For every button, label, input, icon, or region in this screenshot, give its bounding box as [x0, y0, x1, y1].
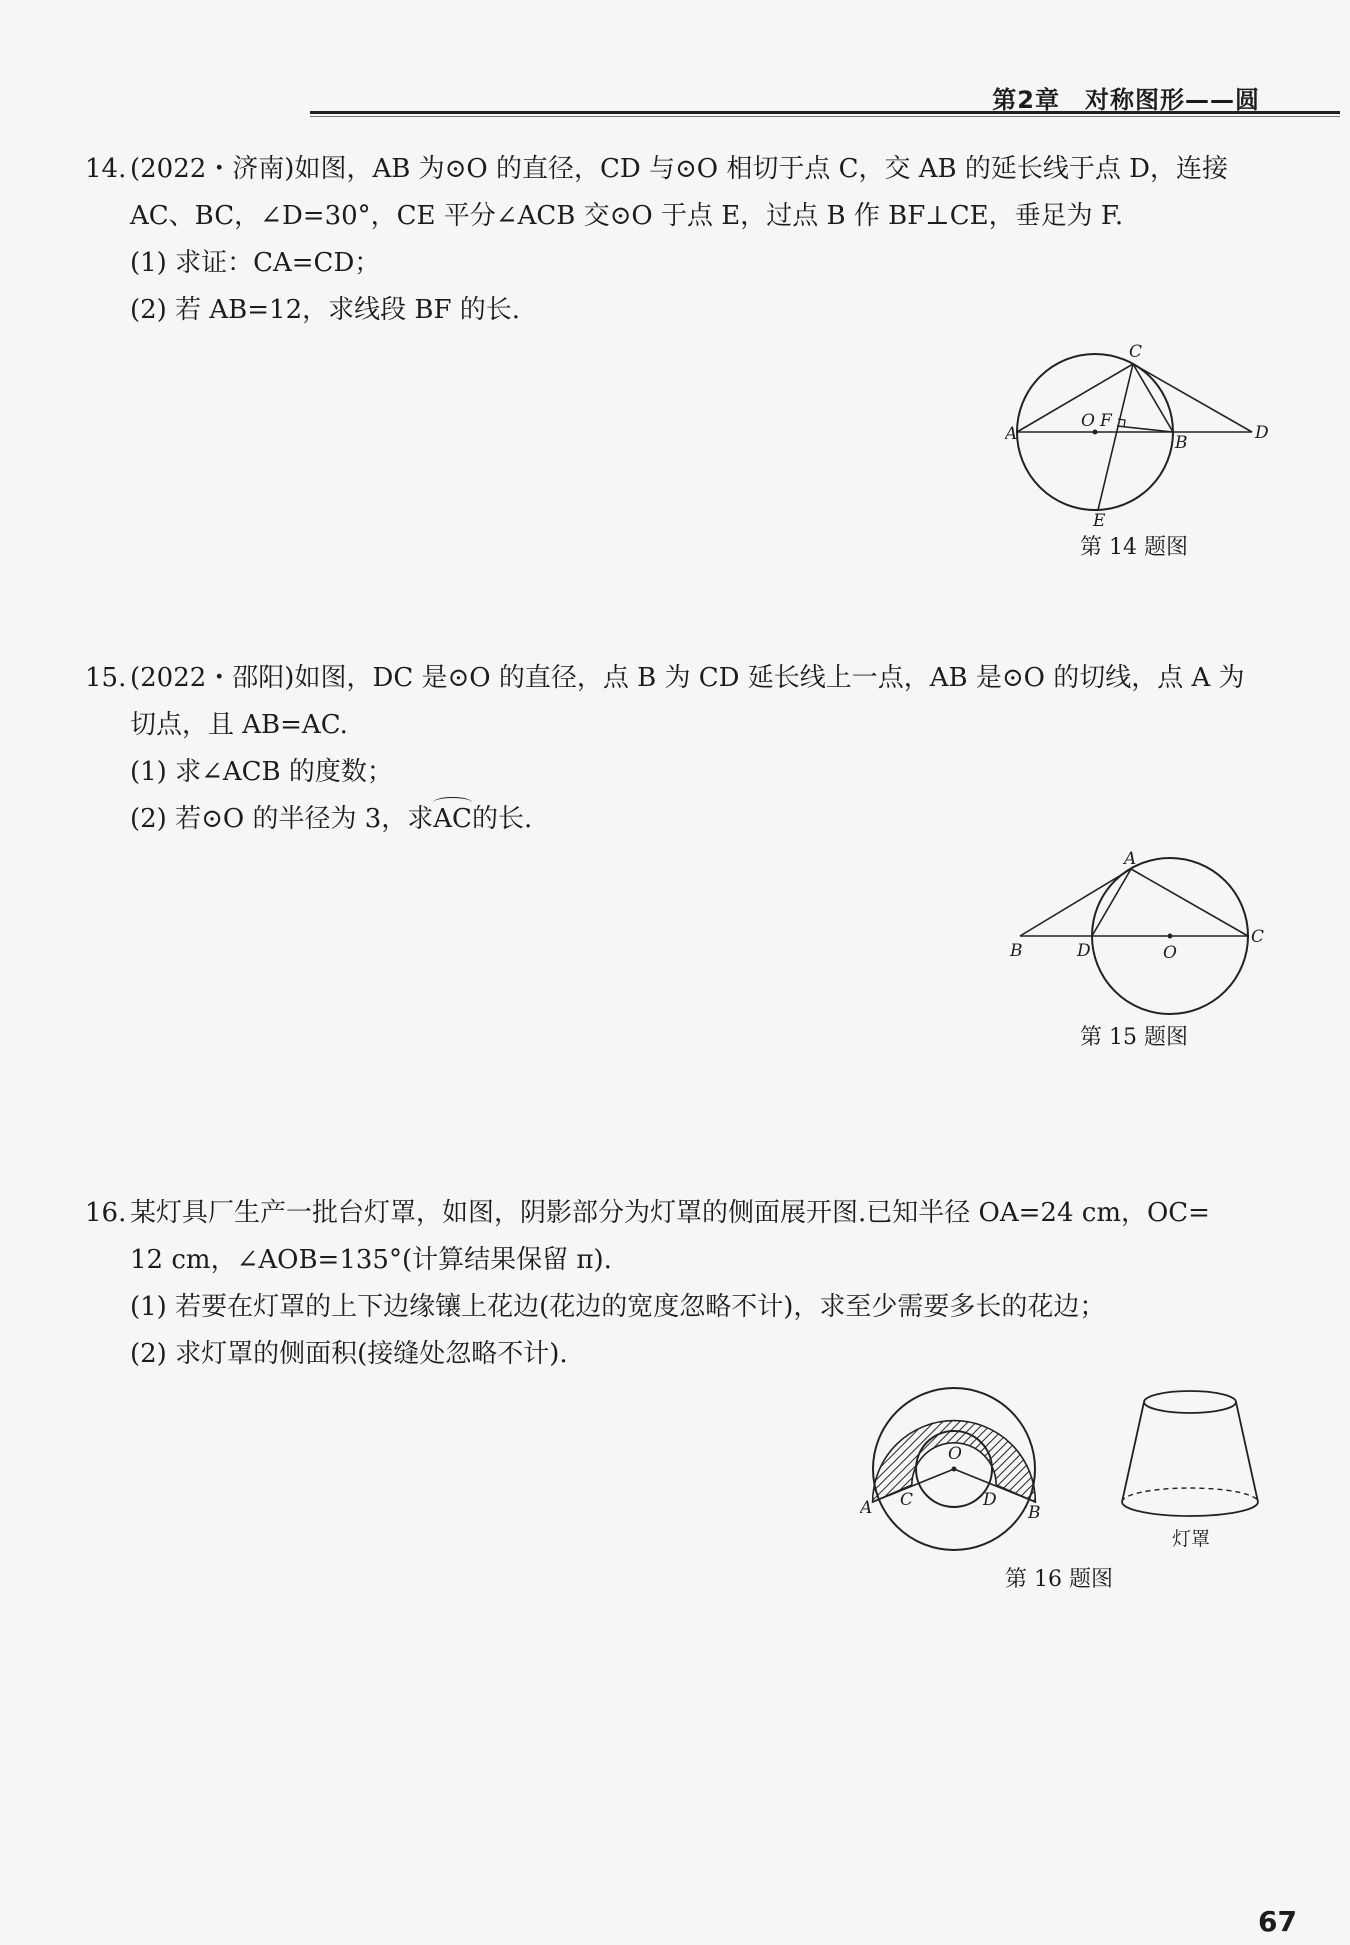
line-ba	[1020, 869, 1131, 936]
header-rule	[310, 111, 1340, 114]
problem-15-stem	[85, 655, 1265, 702]
part-2	[85, 796, 1265, 843]
label-a: A	[1124, 850, 1137, 869]
label-b: B	[1175, 433, 1188, 453]
stem-line-1: 某灯具厂生产一批台灯罩，如图，阴影部分为灯罩的侧面展开图.已知半径 OA=24 cm，OC=	[130, 1198, 1210, 1228]
label-b: B	[1028, 1503, 1041, 1523]
part-2-suffix: 的长.	[471, 804, 533, 834]
label-o: O	[948, 1444, 962, 1464]
label-c: C	[900, 1490, 914, 1510]
stem-line-2: 12 cm，∠AOB=135°(计算结果保留 π).	[130, 1245, 612, 1275]
line-ac	[1017, 364, 1133, 432]
problem-source: (2022・邵阳)	[130, 663, 295, 693]
problem-16	[85, 1190, 1265, 1378]
label-d: D	[983, 1490, 997, 1510]
problem-14	[85, 146, 1265, 334]
figure-16-caption: 第 16 题图	[1005, 1567, 1113, 1592]
line-bf	[1117, 426, 1173, 432]
lampshade-label: 灯罩	[1172, 1528, 1211, 1550]
page-number: 67	[1258, 1905, 1297, 1938]
part-2: (2) 求灯罩的侧面积(接缝处忽略不计).	[130, 1339, 568, 1369]
part-2: (2) 若 AB=12，求线段 BF 的长.	[130, 295, 521, 325]
line-ad	[1092, 869, 1131, 936]
line-ac	[1131, 869, 1248, 936]
label-a: A	[1005, 424, 1018, 444]
lampshade-right-side	[1236, 1402, 1258, 1502]
label-e: E	[1093, 511, 1106, 530]
center-point	[952, 1467, 957, 1472]
label-o: O	[1163, 943, 1177, 963]
problem-number: 16.	[85, 1198, 127, 1228]
problem-number: 14.	[85, 154, 127, 184]
figure-16-diagram	[860, 1385, 1280, 1560]
label-a: A	[860, 1498, 873, 1518]
label-o: O	[1081, 411, 1095, 431]
part-1: (1) 求证：CA=CD；	[130, 248, 381, 278]
figure-14	[1005, 340, 1285, 530]
figure-14-caption: 第 14 题图	[1080, 535, 1188, 560]
label-d: D	[1077, 941, 1091, 961]
label-f: F	[1100, 411, 1112, 431]
stem-line-1: 如图，DC 是⊙O 的直径，点 B 为 CD 延长线上一点，AB 是⊙O 的切线，点 A 为	[294, 663, 1245, 693]
label-c: C	[1129, 342, 1143, 362]
lampshade-bottom-back	[1122, 1488, 1258, 1502]
problem-number: 15.	[85, 663, 127, 693]
part-1: (1) 若要在灯罩的上下边缘镶上花边(花边的宽度忽略不计)，求至少需要多长的花边；	[130, 1292, 1106, 1322]
stem-line-2: AC、BC，∠D=30°，CE 平分∠ACB 交⊙O 于点 E，过点 B 作 BF⊥CE，垂足为 F.	[130, 201, 1124, 231]
arc-ac: AC	[433, 796, 472, 843]
figure-15-diagram	[1000, 850, 1275, 1040]
figure-15	[1000, 850, 1275, 1040]
lampshade-left-side	[1122, 1402, 1144, 1502]
figure-14-diagram	[1005, 340, 1285, 530]
problem-source: (2022・济南)	[130, 154, 295, 184]
line-cb	[1133, 364, 1173, 432]
label-b: B	[1010, 941, 1023, 961]
chapter-title: 第2章 对称图形——圆	[992, 86, 1260, 114]
part-2-prefix: (2) 若⊙O 的半径为 3，求	[130, 804, 434, 834]
figure-15-caption: 第 15 题图	[1080, 1025, 1188, 1050]
problem-15	[85, 655, 1265, 843]
problem-16-stem	[85, 1190, 1265, 1237]
center-point	[1168, 934, 1173, 939]
label-d: D	[1255, 423, 1269, 443]
problem-14-stem	[85, 146, 1265, 193]
label-c: C	[1251, 927, 1265, 947]
stem-line-1: 如图，AB 为⊙O 的直径，CD 与⊙O 相切于点 C，交 AB 的延长线于点 D，连接	[294, 154, 1229, 184]
header-rule-thin	[310, 116, 1340, 117]
line-ce	[1098, 364, 1133, 510]
stem-line-2: 切点，且 AB=AC.	[130, 710, 348, 740]
part-1: (1) 求∠ACB 的度数；	[130, 757, 393, 787]
lampshade-top	[1144, 1391, 1236, 1413]
figure-16	[860, 1385, 1280, 1560]
lampshade-bottom-front	[1122, 1502, 1258, 1516]
line-cd	[1133, 364, 1252, 432]
